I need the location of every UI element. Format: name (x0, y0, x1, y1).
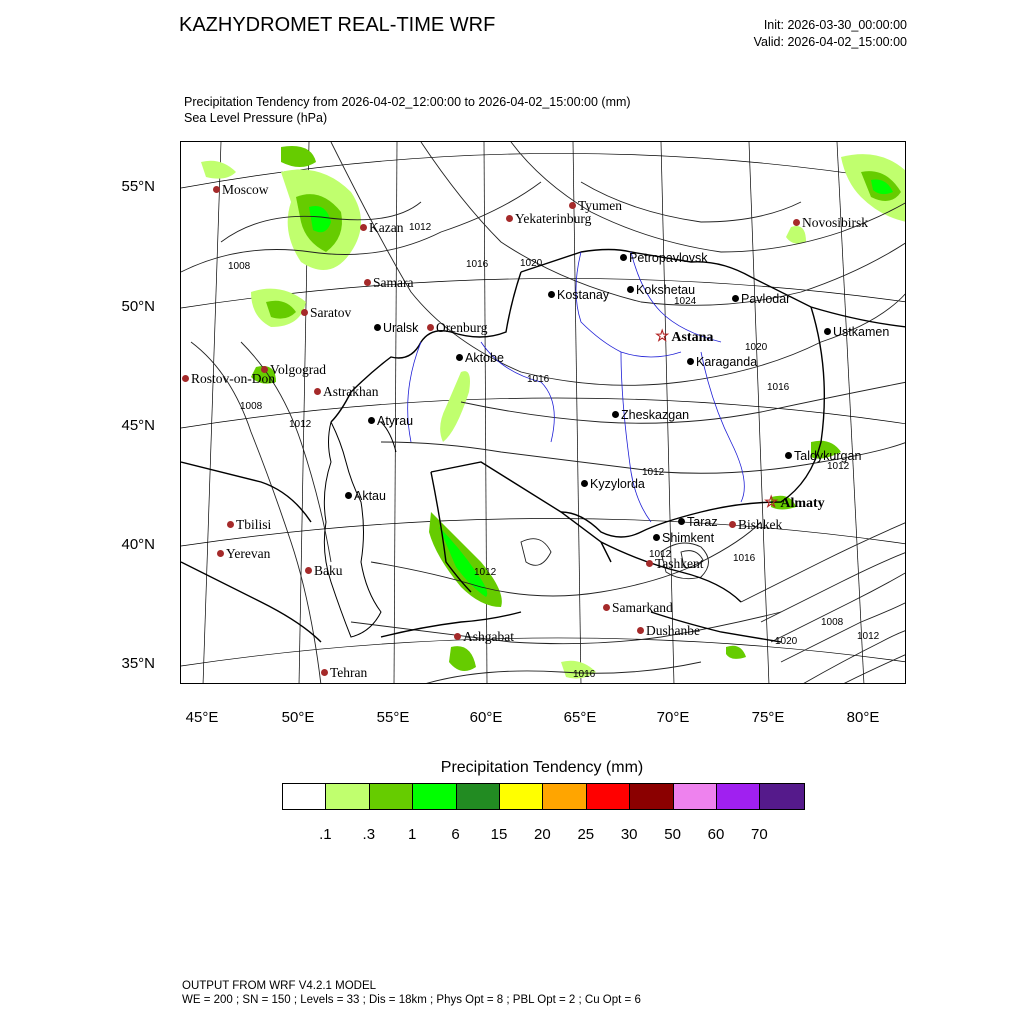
colorbar-label: 1 (408, 826, 417, 843)
lon-label: 60°E (469, 709, 503, 726)
city-dot-icon (646, 560, 653, 567)
city-dot-icon (581, 480, 588, 487)
lon-label: 45°E (185, 709, 219, 726)
city-label: Tashkent (655, 556, 704, 571)
city-dot-icon (213, 186, 220, 193)
lon-label: 80°E (846, 709, 880, 726)
isobar-label: 1012 (827, 461, 850, 472)
city-label: Aktobe (465, 351, 504, 365)
city-kostanay (548, 288, 609, 302)
city-label: Taldykurgan (794, 449, 862, 463)
city-label: Taraz (687, 515, 718, 529)
colorbar-label: .3 (362, 826, 376, 843)
city-dot-icon (569, 202, 576, 209)
capital-astana (655, 326, 713, 346)
isobar-label: 1012 (642, 467, 665, 478)
city-label: Saratov (310, 305, 352, 320)
isobar-label: 1012 (289, 419, 312, 430)
city-dot-icon (732, 295, 739, 302)
city-yerevan (217, 546, 270, 562)
city-label: Samara (373, 275, 414, 290)
city-label: Tbilisi (236, 517, 272, 532)
city-label: Kyzylorda (590, 477, 645, 491)
city-rostov (182, 371, 275, 387)
city-zheskazgan (612, 408, 689, 422)
city-petropavlovsk (620, 251, 708, 265)
colorbar-cell (413, 784, 456, 809)
city-label: Petropavlovsk (629, 251, 708, 265)
map-panel (180, 141, 906, 684)
colorbar-cell (543, 784, 586, 809)
city-label: Baku (314, 563, 343, 578)
city-dot-icon (687, 358, 694, 365)
isobar-label: 1016 (466, 259, 489, 270)
footer-model: OUTPUT FROM WRF V4.2.1 MODEL (182, 980, 377, 992)
city-moscow (213, 182, 269, 198)
colorbar-cell (630, 784, 673, 809)
city-aktobe (456, 351, 504, 365)
city-label: Rostov-on-Don (191, 371, 275, 386)
city-bishkek (729, 517, 782, 533)
city-kokshetau (627, 283, 695, 297)
lon-label: 70°E (656, 709, 690, 726)
city-taraz (678, 515, 718, 529)
city-dot-icon (314, 388, 321, 395)
city-dot-icon (627, 286, 634, 293)
city-ustkamen (824, 325, 889, 339)
valid-time: Valid: 2026-04-02_15:00:00 (753, 35, 907, 49)
city-dot-icon (612, 411, 619, 418)
colorbar-label: 70 (751, 826, 768, 843)
colorbar-label: 15 (490, 826, 508, 843)
colorbar-title: Precipitation Tendency (mm) (440, 759, 644, 776)
isobar-label: 1020 (745, 342, 768, 353)
isobar-label: 1012 (409, 222, 432, 233)
lat-label: 40°N (121, 536, 155, 553)
colorbar-cell (457, 784, 500, 809)
colorbar-label: .1 (319, 826, 332, 843)
city-label: Atyrau (377, 414, 414, 428)
city-label: Dushanbe (646, 623, 700, 638)
capital-label: Astana (671, 330, 714, 345)
city-dot-icon (506, 215, 513, 222)
city-samarkand (603, 600, 673, 616)
city-dot-icon (637, 627, 644, 634)
colorbar-cell (760, 784, 803, 809)
city-shimkent (653, 531, 714, 545)
lat-label: 45°N (121, 417, 155, 434)
isobar-label: 1008 (240, 401, 263, 412)
lat-label: 55°N (121, 178, 155, 195)
isobar-label: 1024 (674, 296, 697, 307)
city-label: Zheskazgan (621, 408, 690, 422)
colorbar-cell (587, 784, 630, 809)
city-dot-icon (548, 291, 555, 298)
city-saratov (301, 305, 351, 321)
city-ashgabat (454, 629, 514, 645)
city-pavlodar (732, 292, 790, 306)
city-label: Kostanay (557, 288, 610, 302)
colorbar-label: 50 (664, 826, 681, 843)
city-tehran (321, 665, 367, 681)
city-samara (364, 275, 413, 291)
city-label: Kokshetau (636, 283, 696, 297)
colorbar-label: 25 (577, 826, 595, 843)
capital-label: Almaty (780, 496, 825, 511)
city-tbilisi (227, 517, 271, 533)
city-label: Ashgabat (463, 629, 514, 644)
city-novosibirsk (793, 215, 868, 231)
isobar-label: 1020 (775, 636, 798, 647)
city-dot-icon (785, 452, 792, 459)
city-dushanbe (637, 623, 700, 639)
city-label: Yekaterinburg (515, 211, 592, 226)
city-label: Moscow (222, 182, 269, 197)
city-baku (305, 563, 343, 579)
city-dot-icon (824, 328, 831, 335)
city-label: Kazan (369, 220, 404, 235)
lon-label: 75°E (751, 709, 785, 726)
colorbar-cell (326, 784, 369, 809)
colorbar-cell (370, 784, 413, 809)
city-dot-icon (217, 550, 224, 557)
city-karaganda (687, 355, 757, 369)
city-label: Samarkand (612, 600, 673, 615)
city-dot-icon (345, 492, 352, 499)
city-dot-icon (456, 354, 463, 361)
capital-almaty (764, 492, 825, 512)
subtitle-precip: Precipitation Tendency from 2026-04-02_12:00:00 to 2026-04-02_15:00:00 (mm) (184, 95, 631, 109)
isobar-label: 1016 (767, 382, 790, 393)
colorbar-label: 6 (451, 826, 460, 843)
colorbar (282, 783, 805, 810)
isobar-label: 1008 (228, 261, 251, 272)
isobar-label: 1016 (527, 374, 550, 385)
city-dot-icon (653, 534, 660, 541)
city-dot-icon (305, 567, 312, 574)
city-label: Shimkent (662, 531, 715, 545)
city-dot-icon (321, 669, 328, 676)
city-dot-icon (364, 279, 371, 286)
city-label: Yerevan (226, 546, 271, 561)
colorbar-cell (674, 784, 717, 809)
coastline (324, 422, 396, 637)
isobar-label: 1020 (520, 258, 543, 269)
city-kazan (360, 220, 403, 236)
isobar-label: 1008 (821, 617, 844, 628)
lon-label: 50°E (281, 709, 315, 726)
city-label: Orenburg (436, 320, 488, 335)
city-dot-icon (182, 375, 189, 382)
city-label: Uralsk (383, 321, 419, 335)
city-astrakhan (314, 384, 378, 400)
city-dot-icon (360, 224, 367, 231)
subtitle-pressure: Sea Level Pressure (hPa) (184, 111, 328, 125)
city-label: Novosibirsk (802, 215, 869, 230)
city-label: Tyumen (578, 198, 623, 213)
city-dot-icon (620, 254, 627, 261)
colorbar-cell (717, 784, 760, 809)
city-label: Bishkek (738, 517, 783, 532)
footer-config: WE = 200 ; SN = 150 ; Levels = 33 ; Dis = 18km ; Phys Opt = 8 ; PBL Opt = 2 ; Cu Opt = 6 (182, 994, 641, 1006)
isobar-label: 1016 (573, 669, 596, 680)
isobar-label: 1012 (474, 567, 497, 578)
city-dot-icon (678, 518, 685, 525)
city-atyrau (368, 414, 413, 428)
city-taldykurgan (785, 449, 861, 463)
city-dot-icon (227, 521, 234, 528)
colorbar-label: 30 (620, 826, 638, 843)
isobar-label: 1012 (857, 631, 880, 642)
city-dot-icon (427, 324, 434, 331)
isobar-label: 1012 (649, 549, 672, 560)
isobar-label: 1016 (733, 553, 756, 564)
city-kyzylorda (581, 477, 645, 491)
city-dot-icon (729, 521, 736, 528)
city-label: Volgograd (270, 362, 326, 377)
city-label: Pavlodar (741, 292, 791, 306)
lat-label: 35°N (121, 655, 155, 672)
lon-label: 55°E (376, 709, 410, 726)
city-tyumen (569, 198, 622, 214)
city-label: Karaganda (696, 355, 758, 369)
city-dot-icon (368, 417, 375, 424)
city-label: Ustkamen (833, 325, 890, 339)
capital-star-icon: ☆ (655, 328, 670, 345)
city-dot-icon (793, 219, 800, 226)
chart-title: KAZHYDROMET REAL-TIME WRF (179, 14, 496, 36)
colorbar-cell (500, 784, 543, 809)
colorbar-label: 60 (707, 826, 725, 843)
colorbar-cell (283, 784, 326, 809)
colorbar-label: 20 (534, 826, 551, 843)
city-orenburg (427, 320, 488, 336)
capital-star-icon: ☆ (764, 494, 779, 511)
city-dot-icon (301, 309, 308, 316)
city-uralsk (374, 321, 418, 335)
city-dot-icon (374, 324, 381, 331)
city-label: Tehran (330, 665, 368, 680)
lat-label: 50°N (121, 298, 155, 315)
city-dot-icon (454, 633, 461, 640)
city-label: Astrakhan (323, 384, 379, 399)
city-label: Aktau (354, 489, 386, 503)
city-dot-icon (603, 604, 610, 611)
lon-label: 65°E (563, 709, 597, 726)
init-time: Init: 2026-03-30_00:00:00 (763, 18, 907, 32)
city-aktau (345, 489, 386, 503)
